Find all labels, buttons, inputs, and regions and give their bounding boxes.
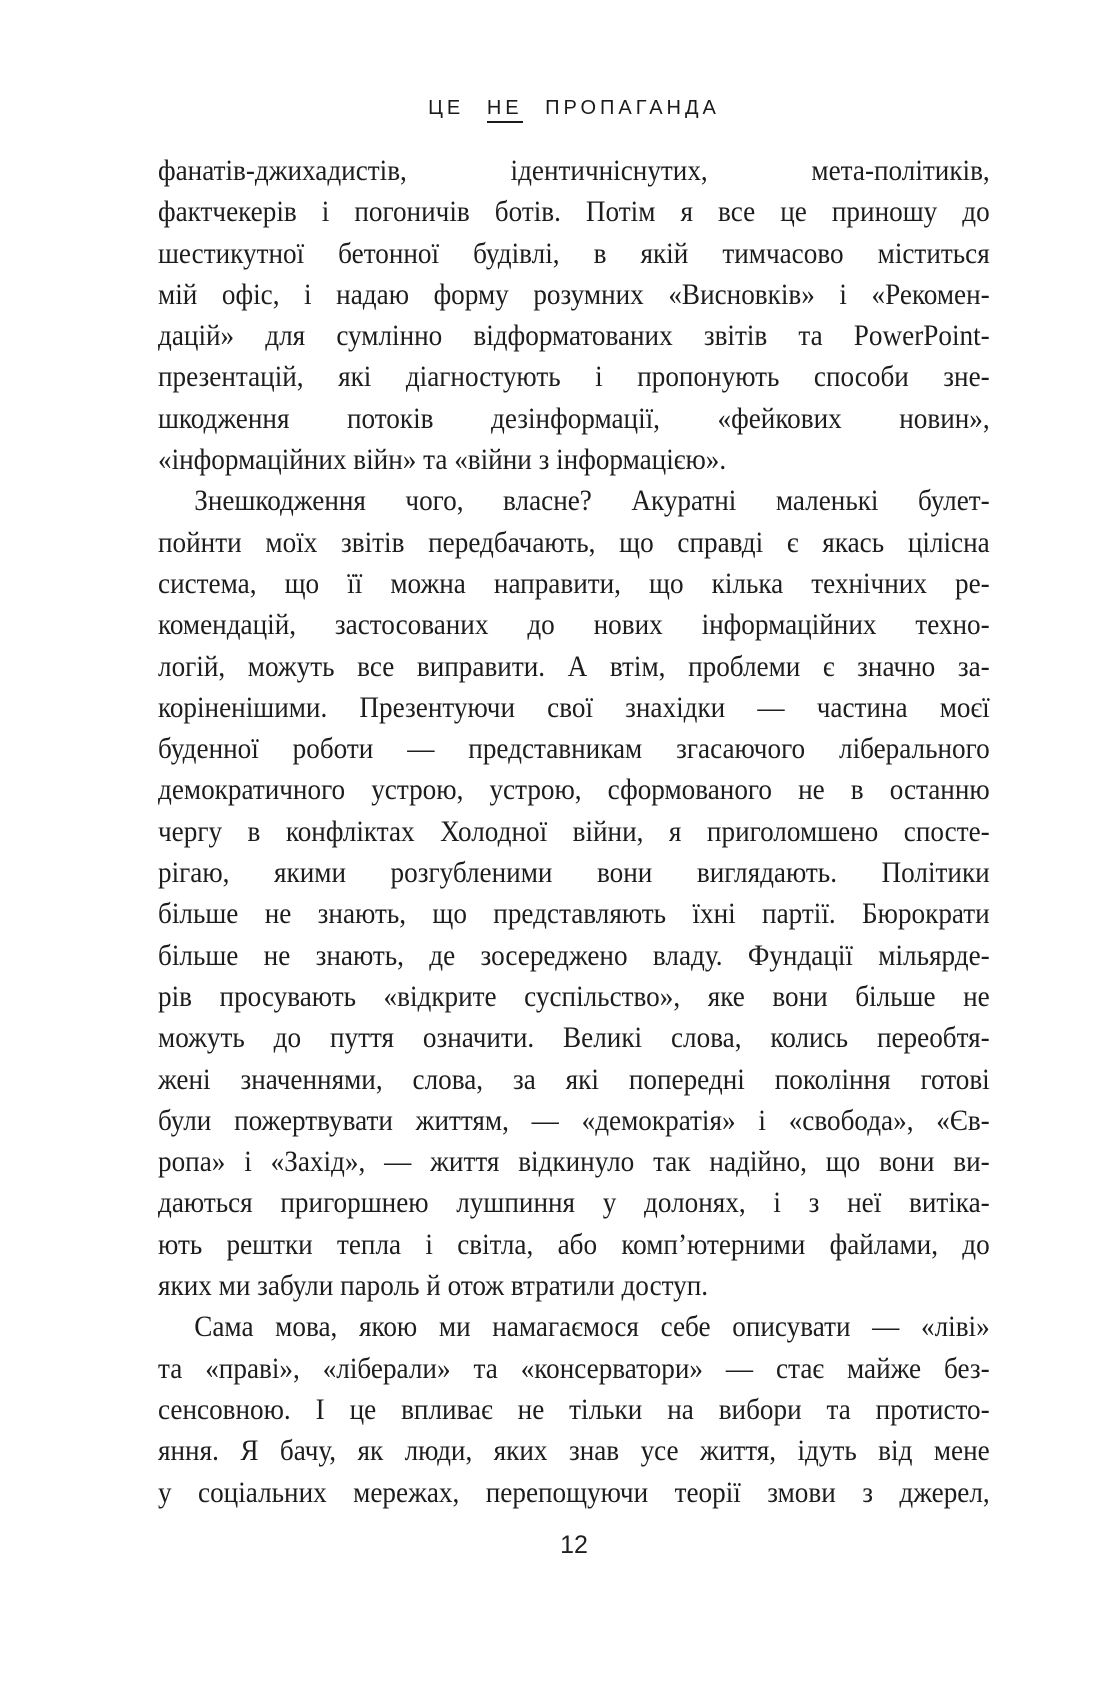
text-line: ропа» і «Захід», — життя відкинуло так надійно, що вони ви-: [158, 1145, 990, 1179]
text-line: «інформаційних війн» та «війни з інформацією».: [158, 443, 727, 477]
text-line: Сама мова, якою ми намагаємося себе описувати — «ліві»: [194, 1310, 990, 1344]
text-line: презентацій, які діагностують і пропонують способи зне-: [158, 360, 990, 394]
text-line: буденної роботи — представникам згасаючого ліберального: [158, 732, 990, 766]
text-line: система, що її можна направити, що кілька технічних ре-: [158, 566, 990, 600]
header-word-underlined: НЕ: [487, 97, 523, 123]
text-line: даються пригоршнею лушпиння у долонях, і з неї витіка-: [158, 1186, 990, 1220]
text-line: жені значеннями, слова, за які попередні покоління готові: [158, 1062, 990, 1096]
text-line: яких ми забули пароль й отож втратили доступ.: [158, 1269, 709, 1303]
text-line: були пожертвувати життям, — «демократія» і «свобода», «Єв-: [158, 1103, 990, 1137]
text-line: рігаю, якими розгубленими вони виглядають. Політики: [158, 856, 990, 890]
text-line: більше не знають, що представляють їхні партії. Бюрократи: [158, 897, 990, 931]
text-line: ють рештки тепла і світла, або комп’ютерними файлами, до: [158, 1227, 990, 1261]
text-line: дацій» для сумлінно відформатованих звітів та PowerPoint-: [158, 319, 990, 353]
text-line: шкодження потоків дезінформації, «фейкових новин»,: [158, 401, 990, 435]
text-line: більше не знають, де зосереджено владу. Фундації мільярде-: [158, 938, 990, 972]
text-block: [158, 150, 990, 1513]
text-line: коріненішими. Презентуючи свої знахідки — частина моєї: [158, 690, 990, 724]
page-number: 12: [560, 1531, 588, 1559]
text-line: яння. Я бачу, як люди, яких знав усе життя, ідуть від мене: [158, 1434, 990, 1468]
paragraph: [158, 1306, 990, 1512]
text-line: Знешкодження чого, власне? Акуратні маленькі булет-: [194, 484, 990, 518]
text-line: демократичного устрою, устрою, сформованого не в останню: [158, 773, 990, 807]
text-line: комендацій, застосованих до нових інформаційних техно-: [158, 608, 990, 642]
text-line: мій офіс, і надаю форму розумних «Висновків» і «Рекомен-: [158, 277, 990, 311]
text-line: сенсовною. І це впливає не тільки на вибори та протисто-: [158, 1392, 990, 1426]
paragraph: [158, 480, 990, 1306]
text-line: та «праві», «ліберали» та «консерватори» — стає майже без-: [158, 1351, 990, 1385]
paragraph: [158, 150, 990, 480]
text-line: фанатів-джихадистів, ідентичніснутих, мета-політиків,: [158, 154, 990, 187]
text-line: рів просувають «відкрите суспільство», яке вони більше не: [158, 979, 990, 1013]
header-word-post: ПРОПАГАНДА: [545, 97, 720, 119]
text-line: можуть до пуття означити. Великі слова, колись переобтя-: [158, 1021, 990, 1055]
text-line: логій, можуть все виправити. А втім, проблеми є значно за-: [158, 649, 990, 683]
running-header: [158, 97, 990, 123]
header-word-pre: ЦЕ: [428, 97, 465, 119]
text-line: шестикутної бетонної будівлі, в якій тимчасово міститься: [158, 236, 990, 270]
text-line: пойнти моїх звітів передбачають, що справді є якась цілісна: [158, 525, 990, 559]
text-line: у соціальних мережах, перепощуючи теорії змови з джерел,: [158, 1475, 990, 1509]
text-line: чергу в конфліктах Холодної війни, я приголомшено спосте-: [158, 814, 990, 848]
text-line: фактчекерів і погоничів ботів. Потім я все це приношу до: [158, 195, 990, 229]
